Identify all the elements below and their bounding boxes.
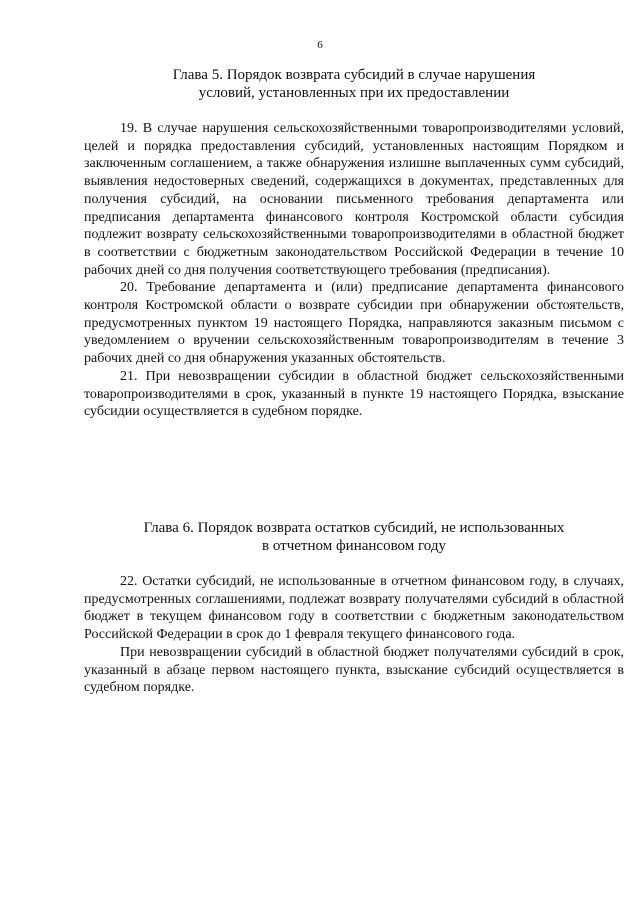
chapter-5-heading-line-1: Глава 5. Порядок возврата субсидий в случае нарушения [172, 67, 536, 83]
chapter-6-body [84, 573, 624, 697]
chapter-6-heading-line-1: Глава 6. Порядок возврата остатков субсидий, не использованных [143, 520, 565, 536]
paragraph-19: 19. В случае нарушения сельскохозяйственными товаропроизводителями условий, целей и порядка предоставления субсидий, установленных настоящим Порядком и заключенным соглашением, а также обнаружения излишне выплаченных сумм субсидий, выявления недостоверных сведений, содержащихся в документах, представленных для получения субсидий, на основании письменного требования департамента или предписания департамента финансового контроля Костромской области субсидия подлежит возврату сельскохозяйственными товаропроизводителями в областной бюджет в соответствии с бюджетным законодательством Российской Федерации в течение 10 рабочих дней со дня получения соответствующего требования (предписания). [84, 121, 624, 278]
chapter-5-body [84, 120, 624, 421]
page-number: 6 [317, 39, 323, 51]
paragraph-20: 20. Требование департамента и (или) предписание департамента финансового контроля Костромской области о возврате субсидии при обнаружении обстоятельств, предусмотренных пунктом 19 настоящего Порядка, направляются заказным письмом с уведомлением о вручении сельскохозяйственным товаропроизводителям в течение 3 рабочих дней со дня обнаружения указанных обстоятельств. [84, 280, 624, 367]
chapter-6-heading [84, 519, 624, 555]
chapter-5-heading-line-2: условий, установленных при их предоставлении [198, 85, 510, 101]
chapter-6-heading-line-2: в отчетном финансовом году [262, 538, 446, 554]
paragraph-22: 22. Остатки субсидий, не использованные в отчетном финансовом году, в случаях, предусмотренных соглашениями, подлежат возврату получателями субсидий в областной бюджет в текущем финансовом году в соответствии с бюджетным законодательством Российской Федерации в срок до 1 февраля текущего финансового года. [84, 574, 624, 643]
chapter-5-heading [84, 66, 624, 102]
paragraph-21: 21. При невозвращении субсидии в областной бюджет сельскохозяйственными товаропроизводителями в срок, указанный в пункте 19 настоящего Порядка, взыскание субсидии осуществляется в судебном порядке. [84, 368, 624, 420]
paragraph-22-second: При невозвращении субсидий в областной бюджет получателями субсидий в срок, указанный в абзаце первом настоящего пункта, взыскание субсидий осуществляется в судебном порядке. [84, 644, 624, 696]
